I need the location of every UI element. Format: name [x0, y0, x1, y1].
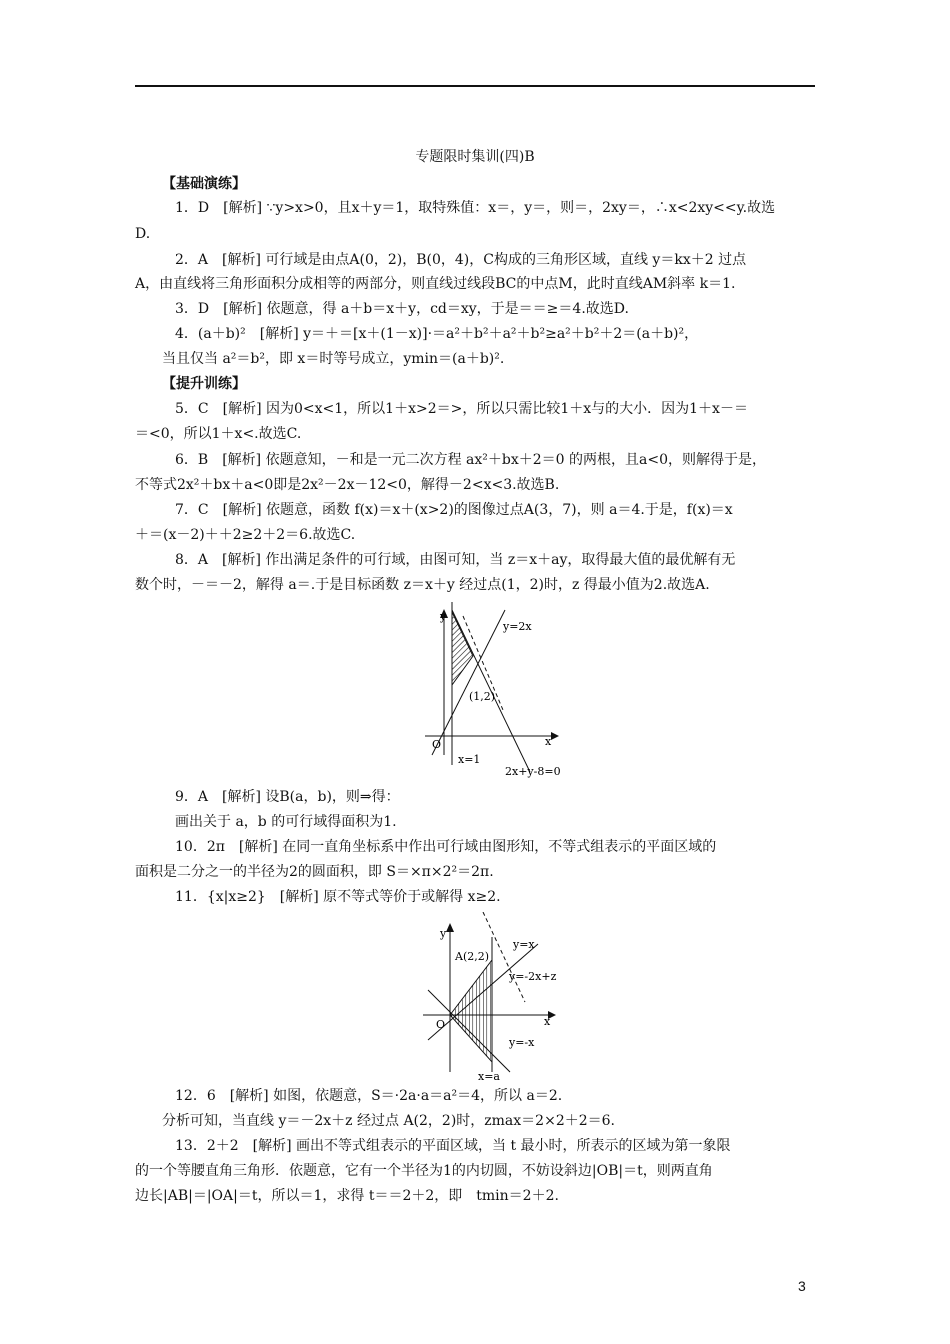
text-line: 3．D [解析] 依题意，得 a＋b＝x＋y，cd＝xy，于是＝＝≥＝4.故选D. — [175, 301, 629, 317]
text-line: 不等式2x²＋bx＋a<0即是2x²－2x－12<0，解得－2<x<3.故选B. — [135, 477, 560, 493]
text-line: 8．A [解析] 作出满足条件的可行域，由图可知，当 z＝x＋ay，取得最大值的最优解有无 — [175, 552, 736, 568]
line-y-2x — [432, 610, 505, 755]
text-line: ＝<0，所以1＋x<.故选C. — [135, 426, 302, 442]
text-line: 12．6 [解析] 如图，依题意，S＝·2a·a＝a²＝4，所以 a＝2. — [175, 1088, 563, 1104]
text-line: 分析可知，当直线 y＝－2x＋z 经过点 A(2，2)时，zmax＝2×2＋2＝6. — [162, 1113, 615, 1129]
shaded-region — [452, 612, 473, 685]
y-axis-arrow — [446, 923, 454, 932]
line-label-y-2x: y=2x — [503, 620, 532, 633]
text-line: A，由直线将三角形面积分成相等的两部分，则直线过线段BC的中点M，此时直线AM斜率 k＝1. — [135, 276, 736, 292]
page-title: 专题限时集训(四)B — [415, 149, 535, 165]
text-line: 5．C [解析] 因为0<x<1，所以1＋x>2＝>，所以只需比较1＋x与的大小．因为1＋x－＝ — [175, 401, 748, 417]
text-line: 10．2π [解析] 在同一直角坐标系中作出可行域由图形知，不等式组表示的平面区域的 — [175, 839, 717, 855]
x-axis-label: x — [544, 1015, 551, 1028]
section-basic: 【基础演练】 — [162, 176, 246, 192]
text-line: 2．A [解析] 可行域是由点A(0，2)，B(0，4)，C构成的三角形区域，直线 y＝kx＋2 过点 — [175, 252, 747, 268]
text-line: 的一个等腰直角三角形．依题意，它有一个半径为1的内切圆，不妨设斜边|OB|＝t，则两直角 — [135, 1163, 713, 1179]
x-axis-label: x — [545, 735, 552, 748]
text-line: 边长|AB|＝|OA|＝t，所以＝1，求得 t＝＝2＋2，即 tmin＝2＋2. — [135, 1188, 559, 1204]
text-line: 6．B [解析] 依题意知，－和是一元二次方程 ax²＋bx＋2＝0 的两根，且a<0，则解得于是， — [175, 452, 766, 468]
text-line: 当且仅当 a²＝b²，即 x＝时等号成立，ymin＝(a＋b)². — [162, 351, 505, 367]
text-line: 面积是二分之一的半径为2的圆面积，即 S＝×π×2²＝2π. — [135, 864, 494, 880]
point-label: A(2,2) — [455, 950, 490, 963]
figure-feasible-region-1 — [425, 600, 575, 784]
text-line: 9．A [解析] 设B(a，b)，则⇒得： — [175, 789, 400, 805]
figure-feasible-region-2 — [420, 912, 580, 1086]
y-axis-label: y — [440, 927, 447, 940]
line-label-y-neg-x: y=-x — [509, 1036, 535, 1049]
page-number: 3 — [798, 1278, 806, 1294]
section-advanced: 【提升训练】 — [162, 376, 246, 392]
y-axis-label: y — [440, 610, 447, 623]
text-line: ＋＝(x－2)＋＋2≥2＋2＝6.故选C. — [135, 527, 356, 543]
header-rule — [135, 85, 815, 87]
origin-label: O — [432, 738, 442, 751]
text-line: 数个时，－＝－2，解得 a＝.于是目标函数 z＝x＋y 经过点(1，2)时，z 得最小值为2.故选A. — [135, 577, 710, 593]
text-line: 画出关于 a，b 的可行域得面积为1. — [175, 814, 397, 830]
line-label-y-x: y=x — [513, 938, 535, 951]
origin-label: O — [436, 1018, 446, 1031]
line-label-x-1: x=1 — [458, 753, 481, 766]
text-line: 11．{x|x≥2} [解析] 原不等式等价于或解得 x≥2. — [175, 889, 501, 905]
x-axis-arrow — [551, 732, 559, 740]
line-label-x-a: x=a — [478, 1070, 500, 1082]
line-label-y-neg2x-z: y=-2x+z — [509, 970, 557, 983]
text-line: 13．2＋2 [解析] 画出不等式组表示的平面区域，当 t 最小时，所表示的区域为第一象限 — [175, 1138, 731, 1154]
text-line: 1．D [解析] ∵y>x>0，且x＋y＝1，取特殊值：x＝，y＝，则＝，2xy＝，∴x<2xy<<y.故选 — [175, 200, 776, 216]
text-line: D. — [135, 226, 151, 242]
text-line: 7．C [解析] 依题意，函数 f(x)＝x＋(x>2)的图像过点A(3，7)，则 a＝4.于是，f(x)＝x — [175, 502, 733, 518]
point-label: (1,2) — [469, 690, 496, 703]
text-line: 4．(a＋b)² [解析] y＝＋＝[x＋(1－x)]·＝a²＋b²＋a²＋b²≥a²＋b²＋2＝(a＋b)²， — [175, 326, 699, 342]
line-label-2x-y-8: 2x+y-8=0 — [505, 765, 561, 778]
shaded-region — [450, 960, 492, 1062]
